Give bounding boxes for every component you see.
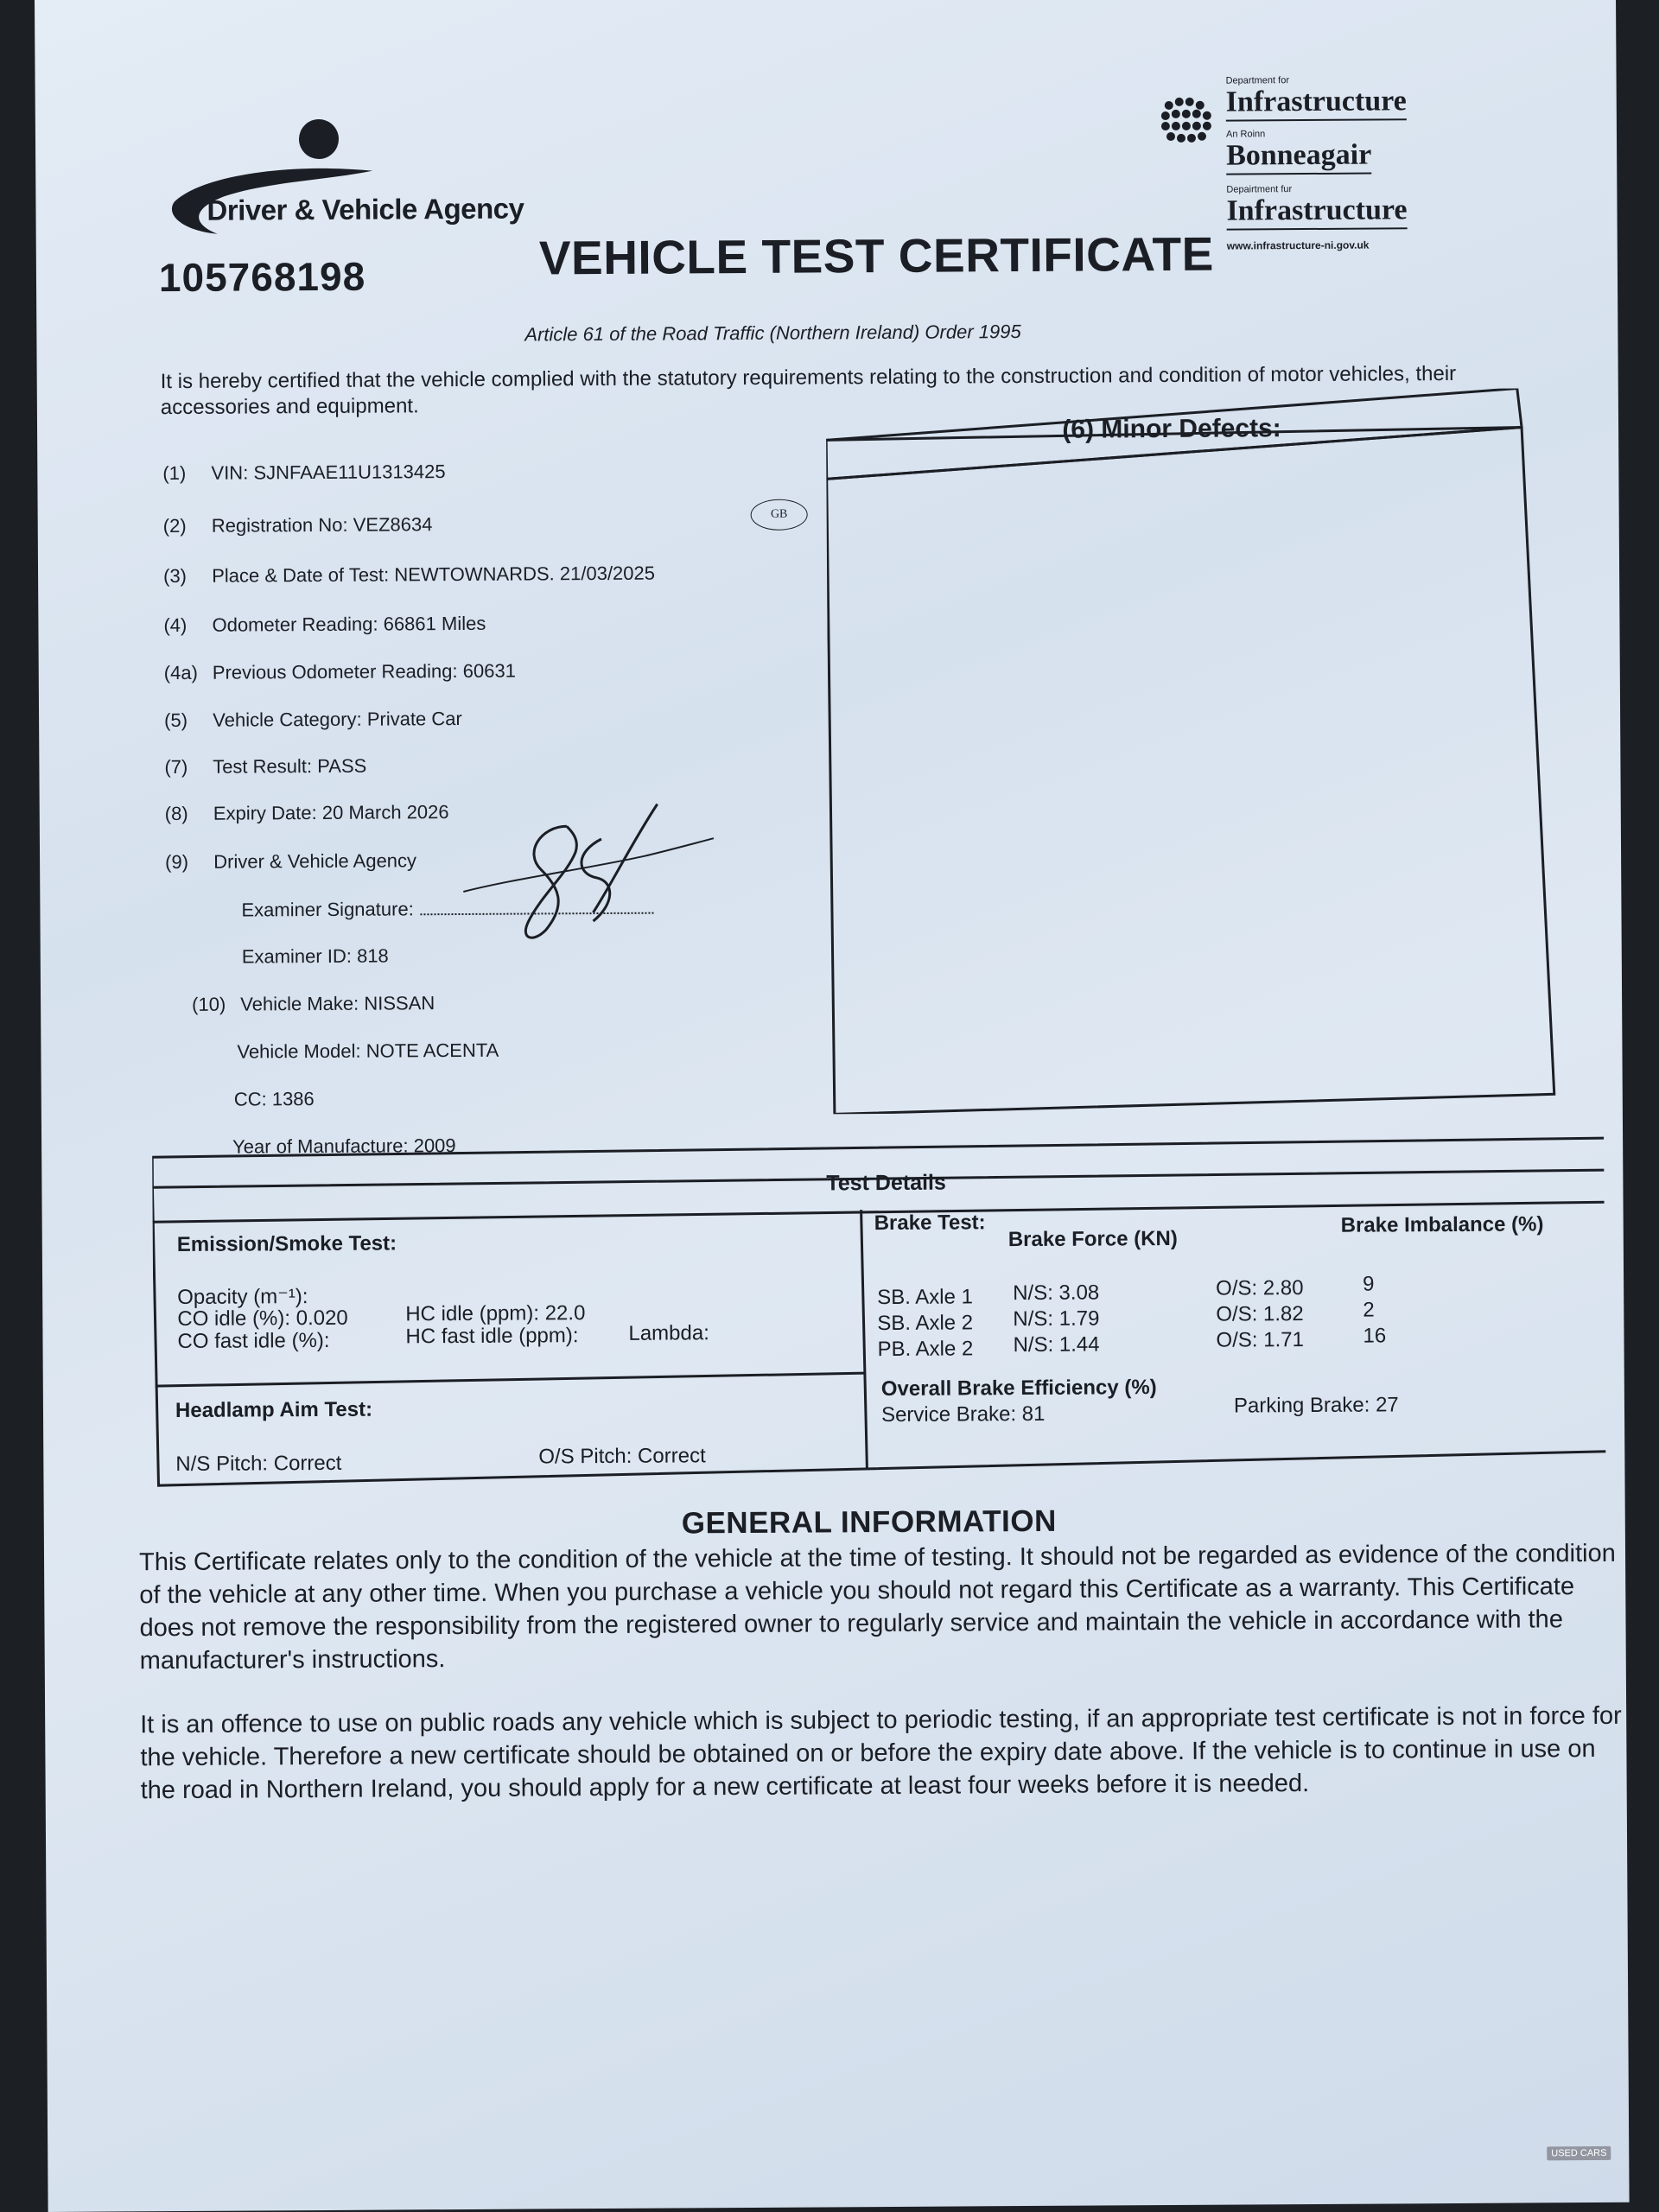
field-result bbox=[164, 755, 366, 779]
general-info-title: GENERAL INFORMATION bbox=[681, 1503, 1057, 1541]
dept-line1-small: Department for bbox=[1225, 75, 1290, 86]
gb-country-badge: GB bbox=[751, 499, 808, 531]
emission-heading: Emission/Smoke Test: bbox=[176, 1231, 397, 1257]
brake-row-ns: N/S: 3.08 bbox=[1013, 1281, 1100, 1306]
test-details-table bbox=[152, 1131, 1605, 1494]
field-place-date bbox=[163, 563, 655, 588]
field-agency-value: Driver & Vehicle Agency bbox=[213, 849, 417, 873]
field-examiner-id bbox=[242, 945, 389, 969]
field-examiner-id-label: Examiner ID: bbox=[241, 944, 352, 968]
field-registration-value: VEZ8634 bbox=[353, 513, 433, 536]
brake-imbalance-heading: Brake Imbalance (%) bbox=[1340, 1212, 1544, 1237]
field-prev-odometer-num: (4a) bbox=[163, 661, 198, 684]
emission-co-idle: CO idle (%): 0.020 bbox=[177, 1306, 348, 1332]
minor-defects-title: (6) Minor Defects: bbox=[1062, 414, 1281, 444]
brake-row-axle: SB. Axle 2 bbox=[877, 1311, 974, 1336]
field-agency-num: (9) bbox=[165, 850, 189, 874]
field-expiry-label: Expiry Date: bbox=[213, 802, 317, 824]
field-result-value: PASS bbox=[317, 754, 367, 778]
examiner-signature bbox=[446, 791, 732, 948]
brake-row-os: O/S: 2.80 bbox=[1216, 1276, 1304, 1300]
field-make-value: NISSAN bbox=[364, 992, 435, 1014]
field-model bbox=[237, 1039, 499, 1064]
field-category-value: Private Car bbox=[366, 707, 462, 730]
field-odometer-label: Odometer Reading: bbox=[212, 613, 378, 636]
brake-efficiency-heading: Overall Brake Efficiency (%) bbox=[880, 1376, 1157, 1402]
field-registration-num: (2) bbox=[162, 514, 187, 537]
field-odometer bbox=[163, 613, 486, 637]
field-prev-odometer bbox=[164, 660, 516, 684]
dept-url: www.infrastructure-ni.gov.uk bbox=[1226, 238, 1370, 252]
intro-statement: It is hereby certified that the vehicle complied with the statutory requirements relating to the construction and condition of motor vehicles, their accessories and equipment. bbox=[160, 361, 1457, 420]
general-info-paragraph-2: It is an offence to use on public roads any vehicle which is subject to periodic testing, if an appropriate test certificate is not in force for the vehicle. Therefore a new certificate should be obtained on or before the expiry date above. If the vehicle is to continue in use on the road in Northern Ireland, you should apply for a new certificate at least four weeks before it is needed. bbox=[140, 1701, 1622, 1805]
minor-defects-box bbox=[826, 388, 1573, 1114]
dept-line3-small: Depairtment fur bbox=[1226, 184, 1293, 195]
field-model-label: Vehicle Model: bbox=[237, 1039, 361, 1063]
field-year-label: Year of Manufacture: bbox=[232, 1135, 409, 1158]
article-reference: Article 61 of the Road Traffic (Northern Ireland) Order 1995 bbox=[524, 321, 1021, 346]
field-signature-label: Examiner Signature: bbox=[241, 898, 414, 921]
dva-logo bbox=[165, 118, 581, 250]
emission-co-fast: CO fast idle (%): bbox=[177, 1328, 330, 1354]
field-expiry-value: 20 March 2026 bbox=[321, 801, 449, 823]
brake-row-imbalance: 16 bbox=[1363, 1324, 1387, 1348]
emission-hc-idle: HC idle (ppm): 22.0 bbox=[405, 1301, 586, 1326]
dept-line2-small: An Roinn bbox=[1225, 129, 1266, 140]
field-result-num: (7) bbox=[164, 755, 188, 779]
field-place-date-value: NEWTOWNARDS. 21/03/2025 bbox=[394, 562, 656, 586]
dva-agency-name: Driver & Vehicle Agency bbox=[207, 192, 524, 226]
emission-hc-fast: HC fast idle (ppm): bbox=[405, 1324, 579, 1349]
field-place-date-label: Place & Date of Test: bbox=[212, 563, 390, 587]
certificate-paper bbox=[35, 0, 1630, 2212]
brake-row-imbalance: 2 bbox=[1363, 1298, 1375, 1322]
brake-service: Service Brake: 81 bbox=[880, 1402, 1046, 1427]
brake-parking: Parking Brake: 27 bbox=[1233, 1393, 1399, 1418]
field-model-value: NOTE ACENTA bbox=[365, 1039, 499, 1062]
field-category-num: (5) bbox=[164, 709, 188, 732]
field-category bbox=[164, 708, 462, 732]
field-make bbox=[192, 992, 435, 1016]
test-details-title: Test Details bbox=[826, 1170, 946, 1196]
field-prev-odometer-label: Previous Odometer Reading: bbox=[212, 660, 458, 683]
field-cc-value: 1386 bbox=[271, 1088, 315, 1110]
minor-defects-frame bbox=[826, 388, 1573, 1114]
emission-opacity: Opacity (m⁻¹): bbox=[177, 1285, 308, 1310]
department-logo bbox=[1159, 70, 1522, 271]
watermark-badge: USED CARS bbox=[1547, 2146, 1611, 2160]
brake-force-heading: Brake Force (KN) bbox=[1007, 1226, 1178, 1252]
dept-line2-big: Bonneagair bbox=[1226, 139, 1371, 175]
field-place-date-num: (3) bbox=[162, 564, 188, 588]
field-registration bbox=[163, 513, 433, 537]
field-cc-label: CC: bbox=[233, 1088, 267, 1110]
field-registration-label: Registration No: bbox=[211, 513, 348, 537]
field-vin-num: (1) bbox=[162, 461, 187, 485]
brake-row-os: O/S: 1.71 bbox=[1216, 1328, 1304, 1352]
brake-row-axle: PB. Axle 2 bbox=[877, 1337, 974, 1362]
certificate-number: 105768198 bbox=[158, 253, 366, 301]
brake-heading: Brake Test: bbox=[874, 1211, 986, 1236]
field-year-value: 2009 bbox=[413, 1135, 456, 1157]
field-category-label: Vehicle Category: bbox=[213, 708, 362, 731]
field-examiner-id-value: 818 bbox=[356, 944, 389, 967]
headlamp-ns-pitch: N/S Pitch: Correct bbox=[175, 1451, 342, 1477]
field-odometer-value: 66861 Miles bbox=[383, 612, 486, 635]
field-odometer-num: (4) bbox=[163, 613, 188, 637]
field-expiry bbox=[165, 801, 449, 825]
dept-line3-big: Infrastructure bbox=[1226, 194, 1407, 230]
field-vin-label: VIN: bbox=[211, 461, 249, 484]
general-info-paragraph-1: This Certificate relates only to the condition of the vehicle at the time of testing. It should not be regarded as evidence of the condition of the vehicle at any other time. When you purchase a vehicle you should not regard this Certificate as a warranty. This Certificate does not remove the responsibility from the registered owner to regularly service and maintain the vehicle in accordance with the manufacturer's instructions. bbox=[138, 1539, 1616, 1675]
field-make-label: Vehicle Make: bbox=[240, 992, 359, 1015]
field-make-num: (10) bbox=[192, 993, 226, 1015]
brake-row-imbalance: 9 bbox=[1363, 1272, 1375, 1296]
field-cc bbox=[234, 1088, 315, 1111]
field-agency bbox=[165, 849, 416, 874]
brake-row-axle: SB. Axle 1 bbox=[877, 1285, 974, 1310]
headlamp-heading: Headlamp Aim Test: bbox=[175, 1397, 373, 1423]
brake-row-ns: N/S: 1.79 bbox=[1013, 1306, 1100, 1332]
department-emblem-icon bbox=[1159, 93, 1219, 145]
field-expiry-num: (8) bbox=[164, 802, 188, 825]
certificate-title: VEHICLE TEST CERTIFICATE bbox=[538, 226, 1215, 285]
field-vin bbox=[162, 461, 445, 485]
brake-row-ns: N/S: 1.44 bbox=[1013, 1332, 1100, 1357]
field-vin-value: SJNFAAE11U1313425 bbox=[253, 461, 446, 484]
field-prev-odometer-value: 60631 bbox=[462, 659, 516, 682]
dept-line1-big: Infrastructure bbox=[1226, 85, 1407, 121]
field-result-label: Test Result: bbox=[213, 755, 313, 778]
brake-row-os: O/S: 1.82 bbox=[1216, 1302, 1304, 1326]
emission-lambda: Lambda: bbox=[628, 1321, 709, 1345]
headlamp-os-pitch: O/S Pitch: Correct bbox=[538, 1444, 706, 1469]
